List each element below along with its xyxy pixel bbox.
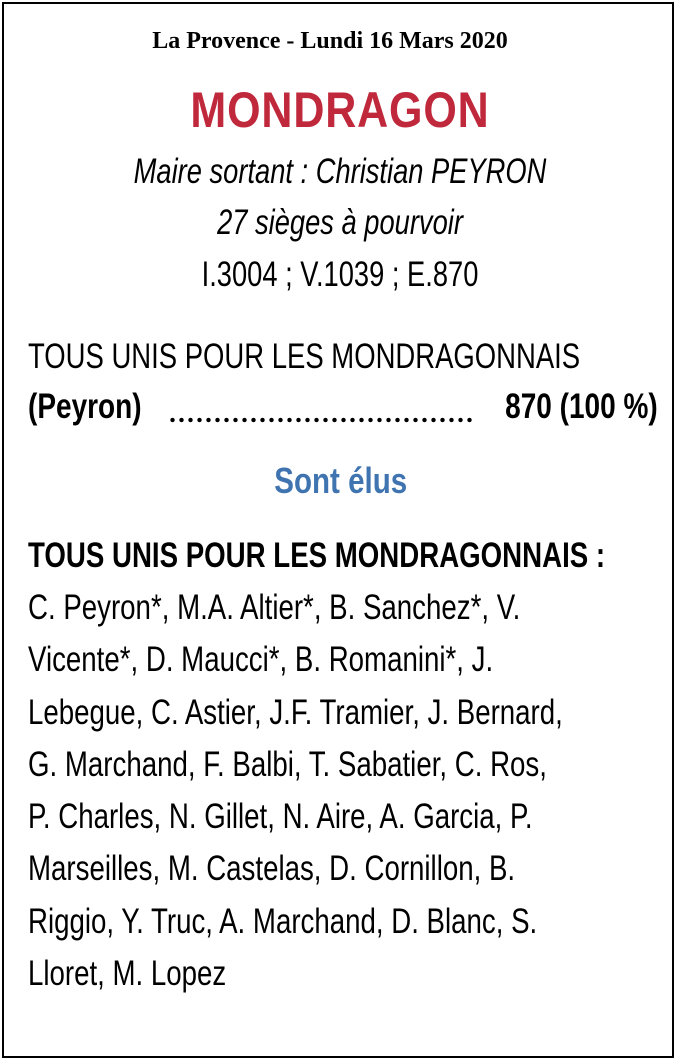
- member-line: Riggio, Y. Truc, A. Marchand, D. Blanc, S.: [28, 901, 538, 941]
- member-line: Lloret, M. Lopez: [28, 954, 227, 994]
- outgoing-mayor: Maire sortant : Christian PEYRON: [133, 152, 547, 191]
- vote-stats: I.3004 ; V.1039 ; E.870: [201, 255, 479, 294]
- member-line: Lebegue, C. Astier, J.F. Tramier, J. Bernard,: [28, 692, 563, 732]
- elected-list-title: TOUS UNIS POUR LES MONDRAGONNAIS :: [28, 536, 606, 575]
- member-line: C. Peyron*, M.A. Altier*, B. Sanchez*, V.: [28, 588, 521, 627]
- commune-title: MONDRAGON: [190, 82, 490, 138]
- member-line: P. Charles, N. Gillet, N. Aire, A. Garcia, P.: [28, 797, 533, 837]
- member-line: G. Marchand, F. Balbi, T. Sabatier, C. Ros,: [28, 744, 547, 784]
- seats-count: 27 sièges à pourvoir: [217, 203, 463, 242]
- leader-dots: [168, 417, 474, 423]
- list-name: TOUS UNIS POUR LES MONDRAGONNAIS: [28, 337, 581, 376]
- source-line: La Provence - Lundi 16 Mars 2020: [152, 28, 508, 54]
- member-line: Marseilles, M. Castelas, D. Cornillon, B.: [28, 849, 516, 889]
- elected-members: [28, 582, 652, 1000]
- elected-heading: Sont élus: [274, 460, 408, 501]
- list-leader: (Peyron): [28, 387, 142, 426]
- member-line: Vicente*, D. Maucci*, B. Romanini*, J.: [28, 640, 494, 680]
- result-row: [28, 383, 658, 431]
- list-votes: 870 (100 %): [505, 387, 658, 426]
